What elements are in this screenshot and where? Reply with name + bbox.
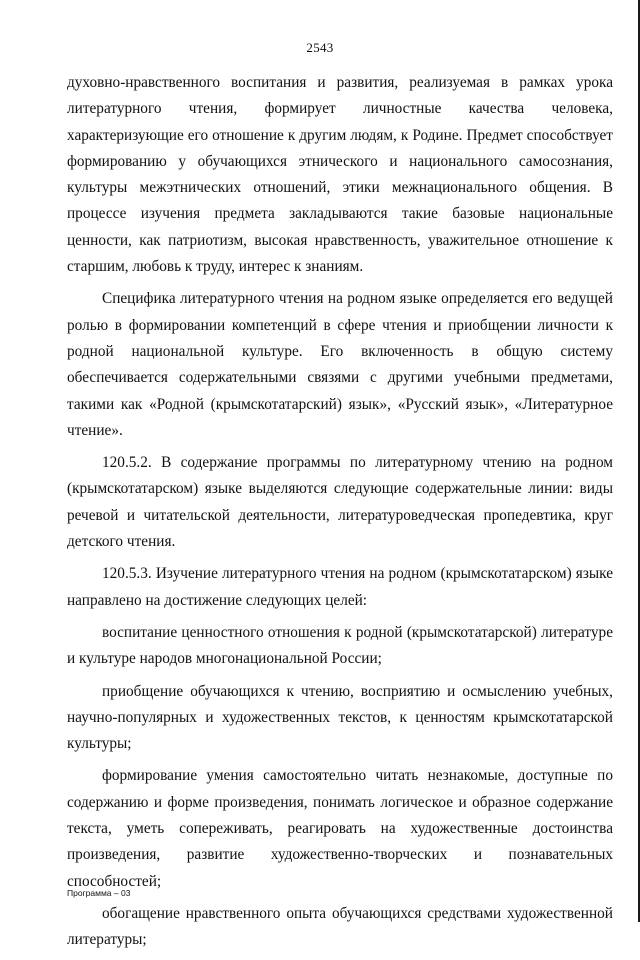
footer-label: Программа – 03	[67, 888, 131, 898]
goal-item: формирование умения самостоятельно читать незнакомые, доступные по содержанию и форме произведения, понимать логическое и образное содержание текста, уметь сопереживать, реагировать на художественные достоинства произведения, развитие художественно-творческих и познавательных способностей;	[67, 767, 613, 890]
goal-item: обогащение нравственного опыта обучающихся средствами художественной литературы;	[67, 904, 613, 949]
paragraph-120-5-3: 120.5.3. Изучение литературного чтения на родном (крымскотатарском) языке направлено на достижение следующих целей:	[67, 565, 613, 609]
goal-item: приобщение обучающихся к чтению, восприятию и осмыслению учебных, научно-популярных и художественных текстов, к ценностям крымскотатарской культуры;	[67, 682, 613, 753]
paragraph-continuation: духовно-нравственного воспитания и развития, реализуемая в рамках урока литературного чтения, формирует личностные качества человека, характеризующие его отношение к другим людям, к Родине. Предмет способствует формированию у обучающихся этнического и национального самосознания, культуры межэтнических отношений, этики межнационального общения. В процессе изучения предмета закладываются такие базовые национальные ценности, как патриотизм, высокая нравственность, уважительное отношение к старшим, любовь к труду, интерес к знаниям.	[67, 74, 613, 276]
goal-item: воспитание ценностного отношения к родной (крымскотатарской) литературе и культуре народов многонациональной России;	[67, 623, 613, 668]
page-number: 2543	[306, 40, 334, 55]
paragraph-specifics: Специфика литературного чтения на родном языке определяется его ведущей ролью в формировании компетенций в сфере чтения и приобщении личности к родной национальной культуре. Его включенность в общую систему обеспечивается содержательными связями с другими учебными предметами, такими как «Родной (крымскотатарский) язык», «Русский язык», «Литературное чтение».	[67, 290, 613, 439]
body-text	[67, 70, 613, 960]
paragraph-120-5-2: 120.5.2. В содержание программы по литературному чтению на родном (крымскотатарском) языке выделяются следующие содержательные линии: виды речевой и читательской деятельности, литературоведческая пропедевтика, круг детского чтения.	[67, 454, 613, 551]
